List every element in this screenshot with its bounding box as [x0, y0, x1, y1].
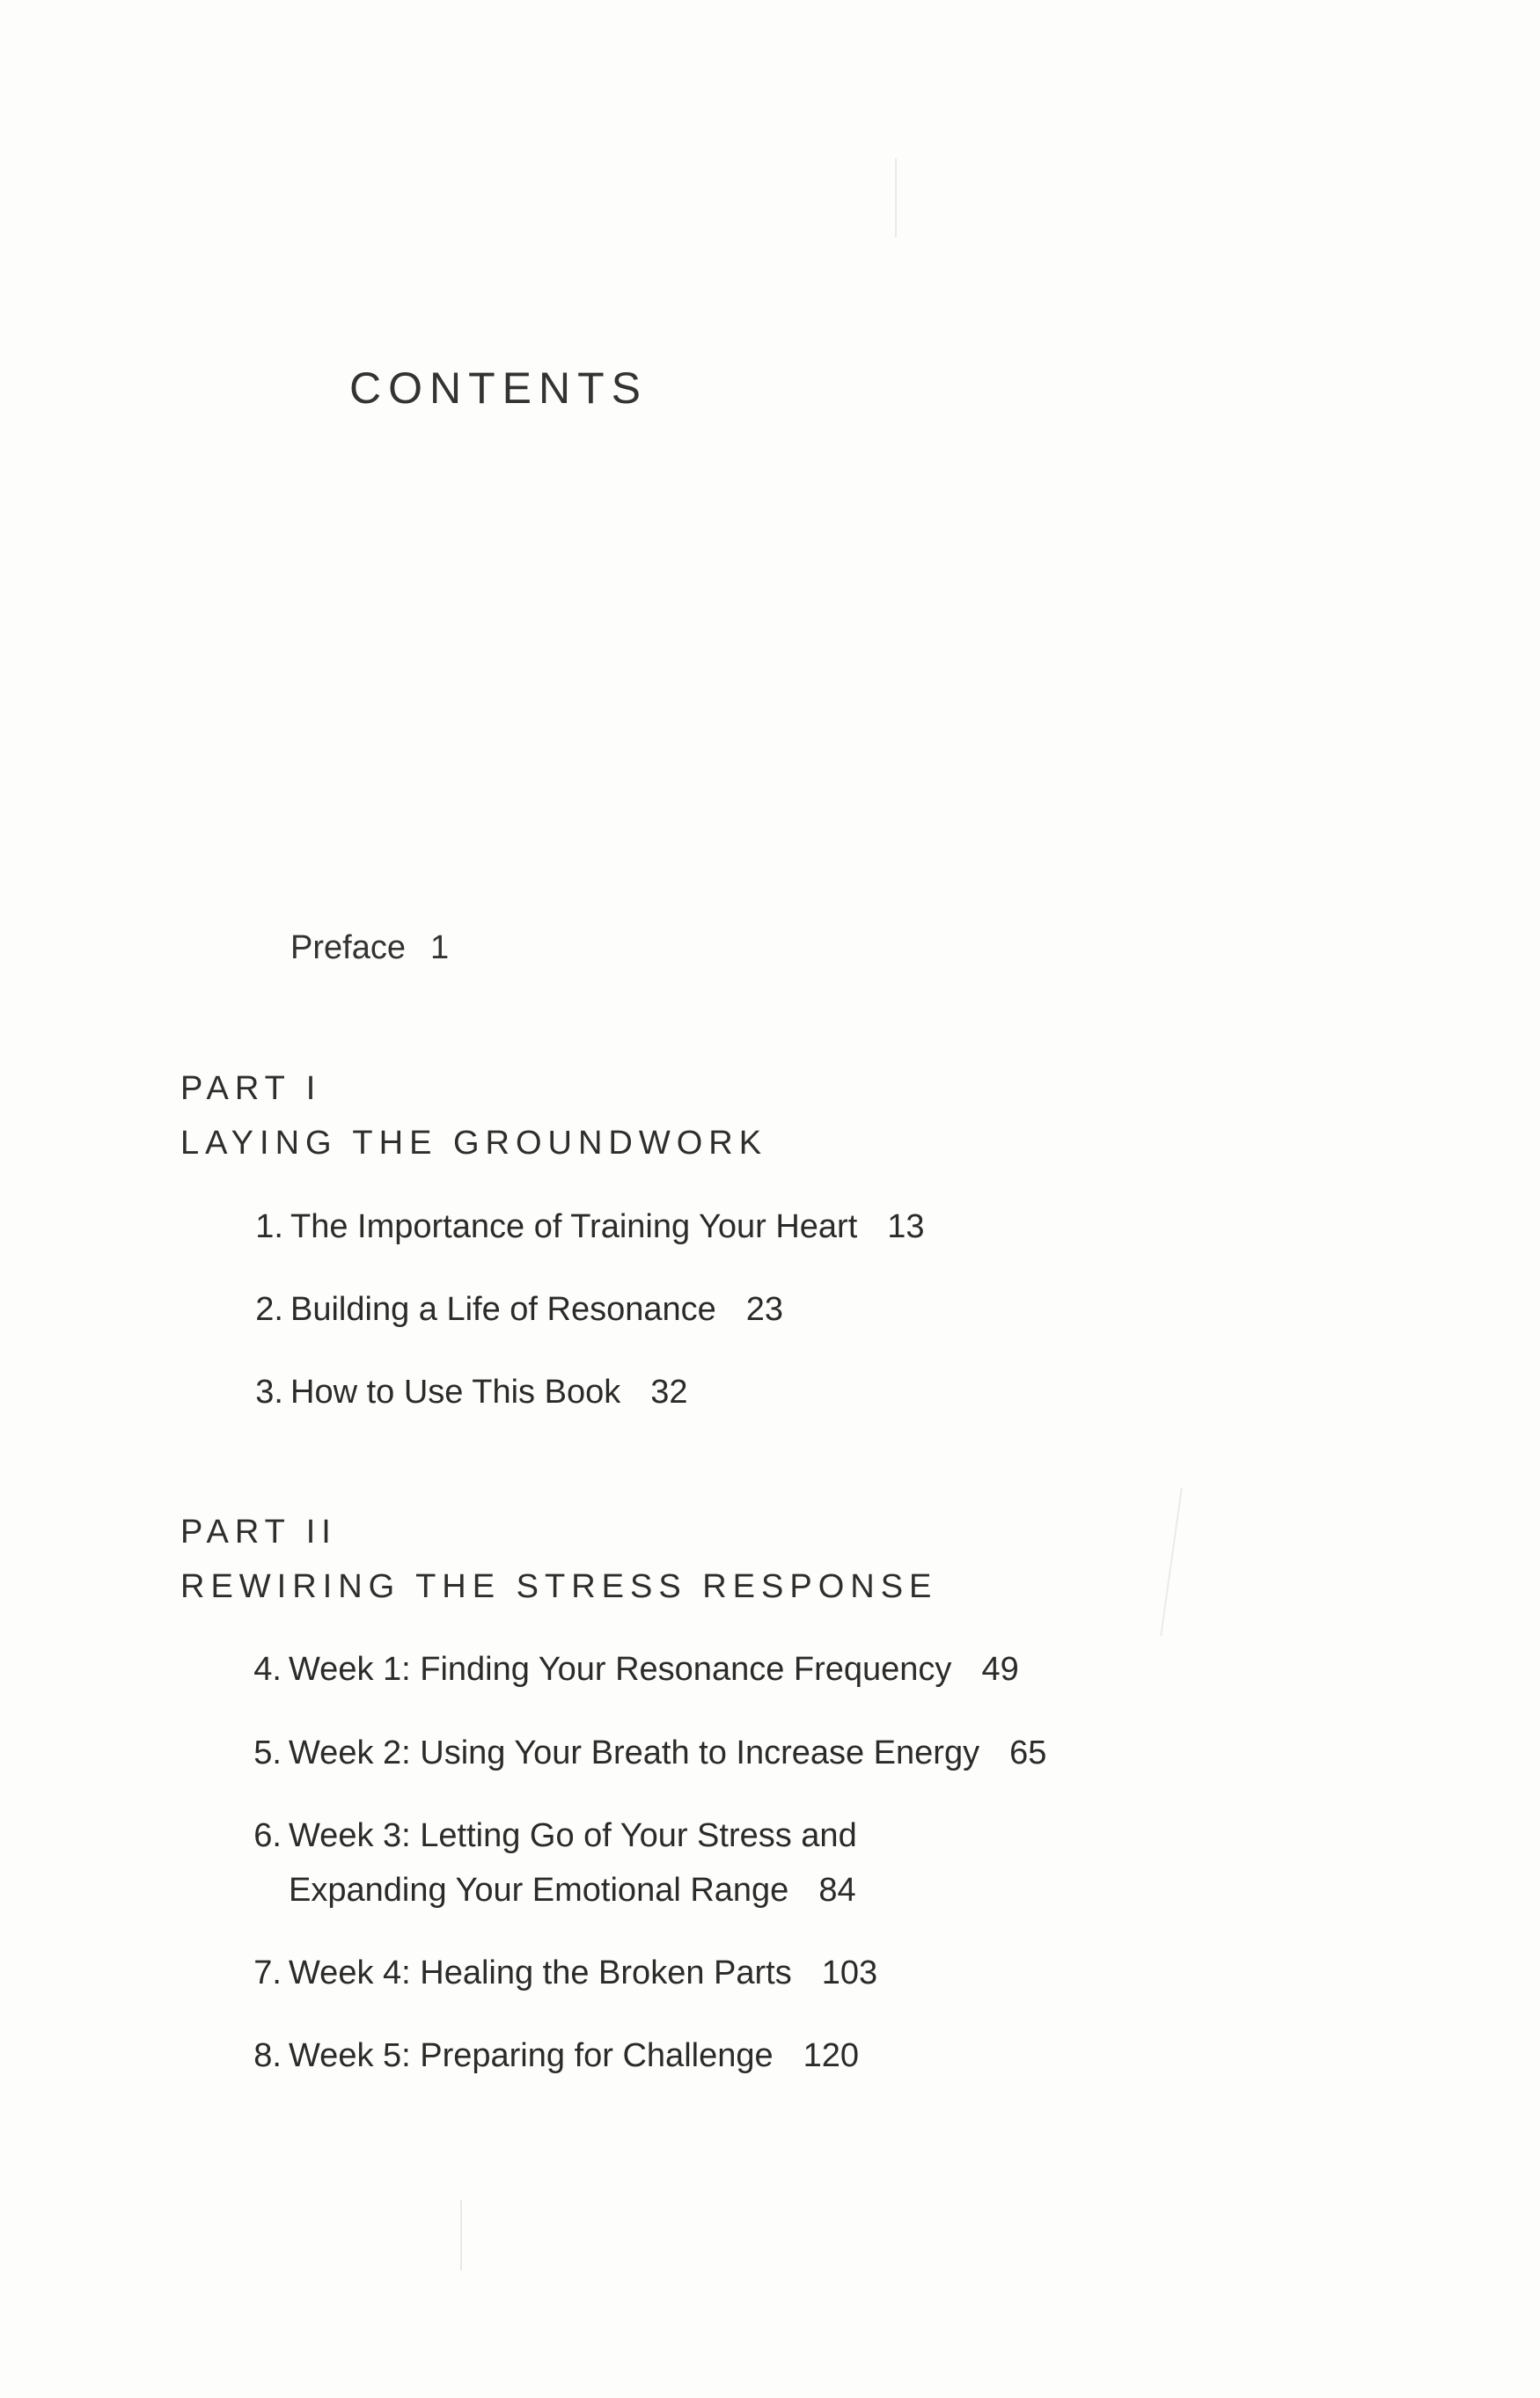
- chapter-number: 2.: [255, 1291, 283, 1328]
- chapter-number: 8.: [253, 2037, 282, 2074]
- chapter-page-number: 103: [821, 1954, 878, 1991]
- chapter-title: Week 1: Finding Your Resonance Frequency: [289, 1651, 952, 1688]
- chapter-title: Building a Life of Resonance: [290, 1291, 716, 1328]
- chapter-title: Week 2: Using Your Breath to Increase Energy: [289, 1734, 980, 1771]
- chapter-title: Week 5: Preparing for Challenge: [289, 2037, 774, 2074]
- chapter-title: How to Use This Book: [290, 1374, 621, 1411]
- chapter-number: 5.: [253, 1734, 282, 1771]
- chapter-number: 4.: [253, 1651, 282, 1688]
- chapter-page-number: 120: [803, 2037, 860, 2074]
- part-title: REWIRING THE STRESS RESPONSE: [180, 1568, 938, 1605]
- chapter-page-number: 65: [1009, 1734, 1047, 1771]
- scan-artifact: [1160, 1488, 1183, 1637]
- part-title: LAYING THE GROUNDWORK: [180, 1125, 768, 1162]
- chapter-page-number: 23: [745, 1291, 784, 1328]
- chapter-title: Week 4: Healing the Broken Parts: [289, 1954, 792, 1991]
- preface-page-number: 1: [429, 929, 450, 966]
- chapter-title-line: Expanding Your Emotional Range: [289, 1872, 789, 1909]
- scan-artifact: [460, 2200, 462, 2270]
- chapter-number: 3.: [255, 1374, 283, 1411]
- chapter-number: 6.: [253, 1817, 282, 1854]
- chapter-number: 7.: [253, 1954, 282, 1991]
- chapter-title: The Importance of Training Your Heart: [290, 1208, 858, 1245]
- preface-label: Preface: [290, 929, 406, 966]
- page-title: CONTENTS: [349, 363, 648, 413]
- part-label: PART II: [180, 1514, 337, 1551]
- scan-artifact: [895, 158, 897, 238]
- chapter-number: 1.: [255, 1208, 283, 1245]
- chapter-page-number: 49: [981, 1651, 1019, 1688]
- toc-entry-preface[interactable]: [290, 929, 449, 967]
- part-label: PART I: [180, 1070, 322, 1107]
- chapter-page-number: 13: [887, 1208, 925, 1245]
- chapter-title-line: Week 3: Letting Go of Your Stress and: [289, 1817, 857, 1854]
- chapter-page-number: 32: [650, 1374, 688, 1411]
- chapter-page-number: 84: [818, 1872, 856, 1909]
